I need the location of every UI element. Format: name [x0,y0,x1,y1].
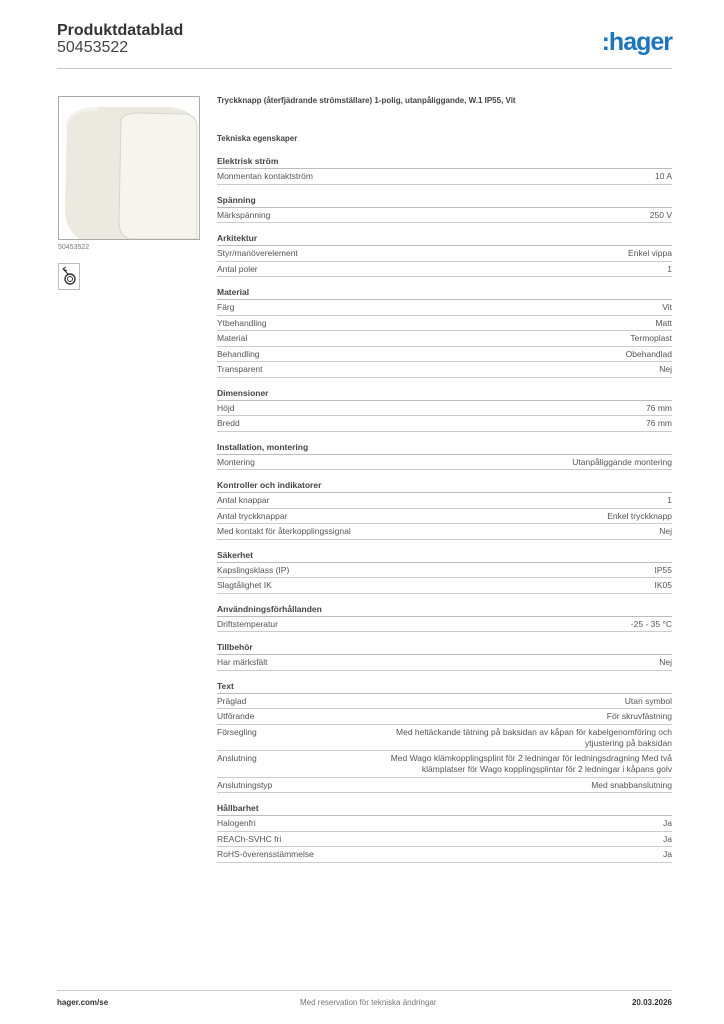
page-title: Produktdatablad [57,22,184,39]
spec-value: Med Wago klämkopplingsplint för 2 ledningar för ledningsdragning Med två klämplatser för Wago kopplingsplintar för 2 ledningar i kåpans golv [390,753,672,774]
spec-label: Med kontakt för återkopplingssignal [217,526,351,536]
spec-label: Driftstemperatur [217,618,278,629]
spec-value: IP55 [654,564,672,575]
spec-value: Med heltäckande tätning på baksidan av kåpan för kabelgenomföring och ytjustering på baksidan [396,726,672,748]
footer-date: 20.03.2026 [631,998,672,1007]
spec-row [217,331,672,347]
spec-value: För skruvfästning [606,711,672,721]
spec-row [217,493,672,509]
spec-label: Antal tryckknappar [217,510,288,521]
spec-row [217,847,672,863]
spec-section [217,478,672,540]
section-heading: Material [217,285,672,300]
section-heading: Installation, montering [217,440,672,455]
spec-row [217,816,672,832]
specs-table [217,154,672,871]
spec-section [217,801,672,863]
spec-value: Ja [663,833,672,844]
spec-label: Behandling [217,348,260,359]
pushbutton-symbol-icon [58,263,80,290]
spec-label: Transparent [217,364,263,374]
spec-section [217,386,672,432]
spec-value: 250 V [649,209,672,220]
spec-row [217,401,672,417]
product-title: Tryckknapp (återfjädrande strömställare) 1-polig, utanpåliggande, W.1 IP55, Vit [217,96,516,105]
spec-label: REACh-SVHC fri [217,833,282,844]
spec-value: Termoplast [630,333,672,343]
spec-section [217,548,672,594]
spec-row [217,578,672,594]
spec-row [217,262,672,278]
spec-label: Försegling [217,726,257,737]
spec-value: Nej [659,364,672,374]
spec-section [217,193,672,224]
spec-row [217,524,672,540]
spec-value: IK05 [654,580,672,590]
spec-label: Utförande [217,711,255,721]
spec-label: Anslutning [217,753,257,763]
spec-label: RoHS-överensstämmelse [217,849,314,859]
spec-value: Obehandlad [625,348,672,359]
spec-value: Ja [663,849,672,859]
section-heading: Dimensioner [217,386,672,401]
section-heading: Elektrisk ström [217,154,672,169]
footer-divider [57,990,672,991]
spec-value: Enkel vippa [628,248,672,258]
spec-section [217,154,672,185]
header-divider [57,68,672,69]
spec-value: Utanpåliggande montering [572,456,672,467]
spec-value: Vit [662,302,672,312]
section-heading: Kontroller och indikatorer [217,478,672,493]
spec-label: Ytbehandling [217,317,267,328]
spec-value: Enkel tryckknapp [607,510,672,521]
spec-label: Bredd [217,418,240,428]
spec-label: Slagtålighet IK [217,580,272,590]
spec-value: Matt [655,317,672,328]
document-number: 50453522 [57,39,129,56]
spec-row [217,694,672,710]
product-image [58,96,200,240]
spec-label: Monmentan kontaktström [217,171,313,181]
spec-row [217,246,672,262]
spec-value: 76 mm [646,402,672,413]
spec-value: 10 A [654,171,672,181]
spec-section [217,285,672,378]
spec-label: Styr/manöverelement [217,248,298,258]
spec-label: Färg [217,302,235,312]
product-id: 50453522 [58,244,90,251]
spec-value: Utan symbol [624,695,672,706]
spec-value: -25 - 35 °C [630,618,672,629]
spec-row [217,563,672,579]
spec-row [217,362,672,378]
spec-row [217,509,672,525]
section-heading: Hållbarhet [217,801,672,816]
spec-row [217,832,672,848]
section-heading: Tillbehör [217,640,672,655]
spec-value: 76 mm [646,418,672,428]
spec-label: Höjd [217,402,235,413]
spec-section [217,231,672,277]
spec-row [217,455,672,471]
spec-row [217,300,672,316]
spec-label: Material [217,333,248,343]
spec-row [217,169,672,185]
section-heading: Spänning [217,193,672,208]
section-heading: Arkitektur [217,231,672,246]
spec-row [217,751,672,778]
spec-value: Nej [659,657,672,667]
spec-value: 1 [667,495,672,505]
spec-row [217,725,672,752]
section-heading: Text [217,679,672,694]
spec-label: Märkspänning [217,209,271,220]
spec-label: Antal poler [217,263,258,274]
spec-value: Nej [659,526,672,536]
section-heading: Användningsförhållanden [217,602,672,617]
section-heading: Säkerhet [217,548,672,563]
spec-label: Antal knappar [217,495,270,505]
hager-logo: :hager [601,28,672,56]
spec-row [217,416,672,432]
spec-section [217,440,672,471]
specs-heading: Tekniska egenskaper [217,134,298,143]
footer-disclaimer: Med reservation för tekniska ändringar [300,998,437,1007]
spec-label: Präglad [217,695,247,706]
spec-row [217,347,672,363]
footer-website: hager.com/se [57,998,109,1007]
spec-section [217,602,672,633]
switch-image-icon [59,97,199,239]
spec-label: Har märksfält [217,657,268,667]
spec-row [217,709,672,725]
spec-value: 1 [667,263,672,274]
spec-row [217,316,672,332]
spec-row [217,778,672,794]
spec-label: Anslutningstyp [217,779,273,790]
spec-value: Med snabbanslutning [591,779,672,790]
spec-label: Halogenfri [217,818,256,828]
spec-row [217,617,672,633]
spec-label: Montering [217,456,255,467]
spec-section [217,679,672,794]
spec-label: Kapslingsklass (IP) [217,564,290,575]
spec-value: Ja [663,818,672,828]
spec-row [217,655,672,671]
spec-section [217,640,672,671]
spec-row [217,208,672,224]
